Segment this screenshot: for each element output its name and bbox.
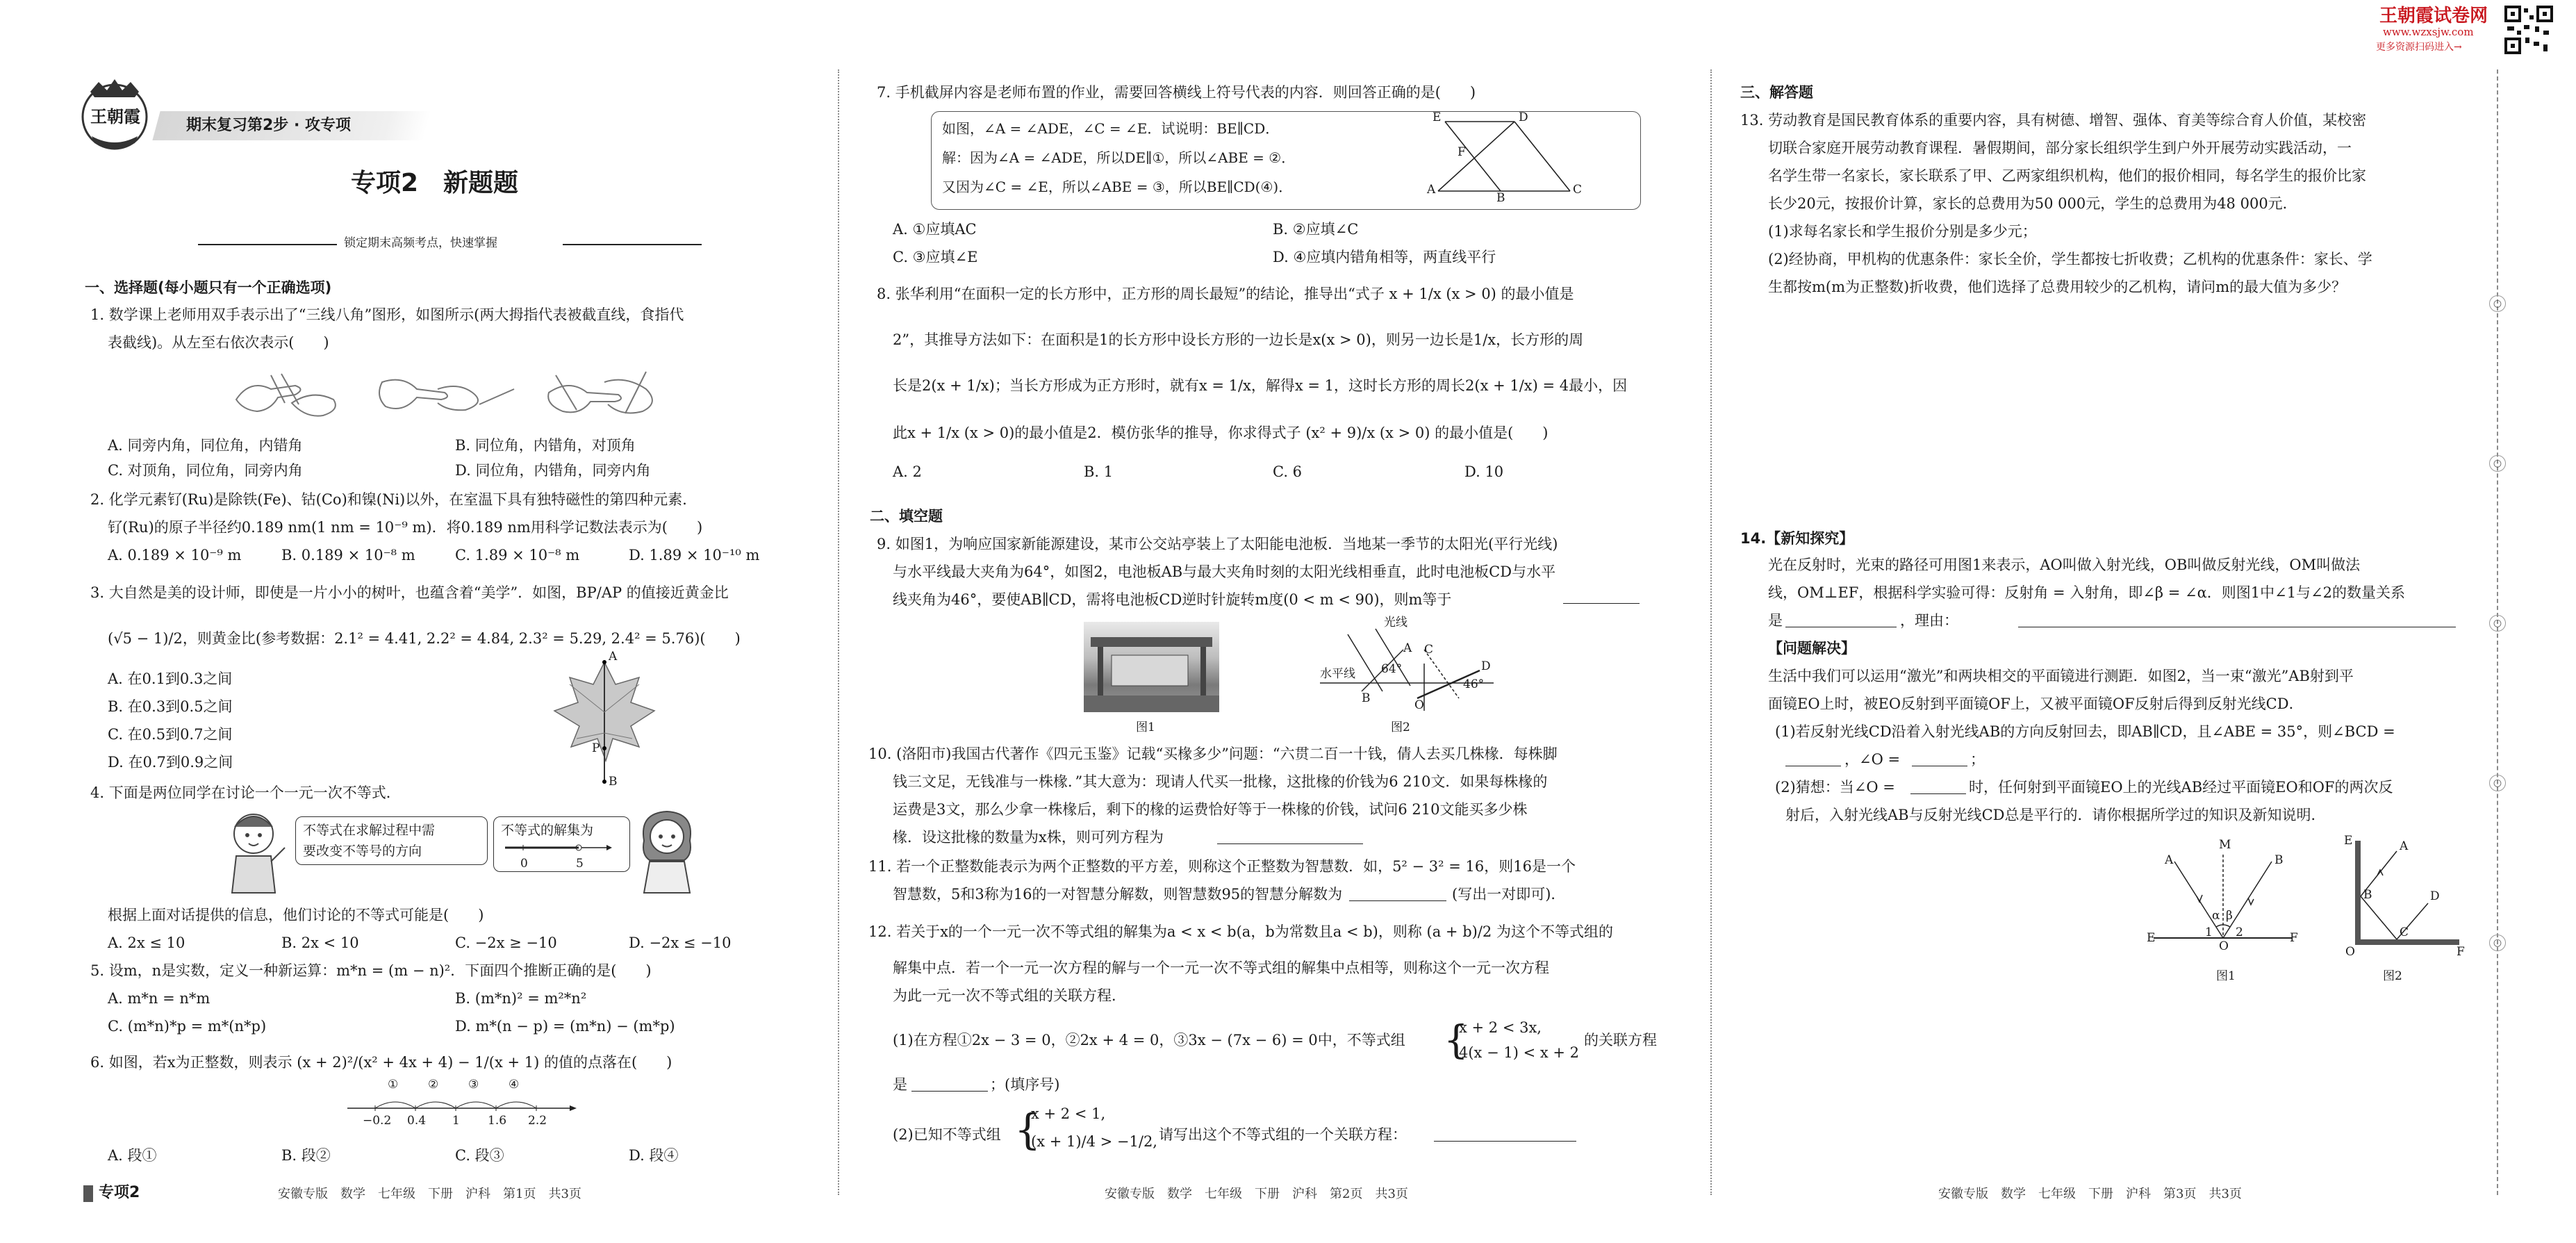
q9-label-o: O: [1414, 698, 1424, 712]
q8-stem-3: 长是2(x + 1/x)；当长方形成为正方形时，就有x = 1/x，解得x = 1，这时长方形的周长2(x + 1/x) = 4最小，因: [893, 377, 1628, 394]
q14f1-label-b: B: [2274, 853, 2284, 867]
q1-option-b[interactable]: B. 同位角，内错角，对顶角: [455, 437, 636, 454]
q14-fig2-caption: 图2: [2383, 969, 2402, 983]
q13-part2-2: 生都按m(m为正整数)折收费，他们选择了总费用较少的乙机构，请问m的最大值为多少？: [1768, 279, 2347, 295]
q2-option-a[interactable]: A. 0.189 × 10⁻⁹ m: [108, 547, 242, 563]
q7-label-b: B: [1496, 191, 1505, 205]
site-url: www.wzxsjw.com: [2383, 26, 2474, 38]
hands-gesture-icon: [229, 361, 674, 427]
q10-stem-3: 运费是3文，那么少拿一株椽后，剩下的椽的运费恰好等于一株椽的价钱，试问6 210文能买多少株: [893, 801, 1528, 818]
logo: [76, 76, 153, 153]
binding-mark: ○: [2489, 935, 2506, 951]
qr-code-icon: [2504, 6, 2553, 54]
q14-line-8b: 时，任何射到平面镜EO上的光线AB经过平面镜EO和OF的两次反: [1969, 779, 2393, 796]
q5-stem: 5. 设m，n是实数，定义一种新运算：m*n = (m − n)²．下面四个推断正确的是( ): [90, 962, 652, 979]
q8-option-d[interactable]: D. 10: [1464, 463, 1504, 480]
q13-stem-2: 切联合家庭开展劳动教育课程．暑假期间，部分家长组织学生到户外开展劳动实践活动，一: [1768, 140, 2352, 156]
q14f1-label-o: O: [2219, 939, 2229, 953]
footer-page-2: 安徽专版 数学 七年级 下册 沪科 第2页 共3页: [1105, 1187, 1408, 1201]
q7-box-line3: 又因为∠C = ∠E，所以∠ABE = ③，所以BE∥CD(④)．: [942, 179, 1293, 195]
q2-stem-1: 2. 化学元素钌(Ru)是除铁(Fe)、钴(Co)和镍(Ni)以外，在室温下具有独特磁性的第四种元素．: [90, 491, 697, 508]
q10-answer-blank[interactable]: [1217, 843, 1363, 844]
q6-option-a[interactable]: A. 段①: [108, 1147, 157, 1164]
q14f1-label-1: 1: [2205, 925, 2213, 939]
q6-stem: 6. 如图，若x为正整数，则表示 (x + 2)²/(x² + 4x + 4) − 1/(x + 1) 的值的点落在( ): [90, 1054, 672, 1071]
q12-part1-sys2: 4(x − 1) < x + 2: [1459, 1044, 1579, 1061]
q14f2-label-b: B: [2363, 888, 2372, 902]
q14-line-4: 生活中我们可以运用“激光”和两块相交的平面镜进行测距．如图2，当一束“激光”AB射到平: [1768, 668, 2354, 684]
q4-option-c[interactable]: C. −2x ≥ −10: [455, 935, 557, 951]
q13-stem-4: 长少20元，按报价计算，家长的总费用为50 000元，学生的总费用为48 000元．: [1768, 195, 2297, 212]
q7-label-d: D: [1519, 110, 1528, 124]
q14f2-label-f: F: [2457, 945, 2465, 959]
q14-fig1-caption: 图1: [2216, 969, 2236, 983]
q14f1-label-m: M: [2219, 838, 2231, 852]
binding-mark: ○: [2489, 615, 2506, 632]
q3-stem-2: (√5 − 1)/2，则黄金比(参考数据：2.1² = 4.41, 2.2² = 4.84, 2.3² = 5.29, 2.4² = 5.76)( ): [108, 630, 741, 647]
q9-stem-1: 9. 如图1，为响应国家新能源建设，某市公交站亭装上了太阳能电池板．当地某一季节的太阳光(平行光线): [877, 536, 1558, 552]
divider-2: [1710, 69, 1712, 1195]
q3-option-a[interactable]: A. 在0.1到0.3之间: [108, 670, 233, 687]
footer-tag-bar: [83, 1185, 93, 1202]
q9-label-d: D: [1481, 659, 1491, 673]
q10-stem-4: 椽．设这批椽的数量为x株，则可列方程为: [893, 829, 1164, 846]
q2-stem-2: 钌(Ru)的原子半径约0.189 nm(1 nm = 10⁻⁹ m)．将0.189 nm用科学记数法表示为( ): [108, 519, 703, 536]
q4-boy-figure: [215, 806, 292, 896]
logo-text: 王朝霞: [90, 106, 140, 126]
q14-line-7a: ，∠O =: [1844, 751, 1901, 768]
q12-part1-blank[interactable]: [911, 1091, 988, 1092]
q14f2-label-e: E: [2344, 834, 2353, 848]
q3-stem-1: 3. 大自然是美的设计师，即使是一片小小的树叶，也蕴含着“美学”．如图，BP/AP 的值接近黄金比: [90, 584, 729, 601]
parallel-lines-figure-icon: [1424, 115, 1584, 201]
q12-part2-sys1: x + 2 < 1,: [1031, 1105, 1106, 1122]
q10-stem-2: 钱三文足，无钱准与一株椽．”其大意为：现请人代买一批椽，这批椽的价钱为6 210文．如果每株椽的: [893, 773, 1548, 790]
q11-stem-1: 11. 若一个正整数能表示为两个正整数的平方差，则称这个正整数为智慧数．如，5² − 3² = 16，则16是一个: [868, 858, 1576, 875]
q3-leaf-figure: [549, 650, 660, 789]
q3-label-b: B: [609, 775, 618, 789]
q4-bubble-boy-line2: 要改变不等号的方向: [303, 843, 422, 859]
q8-option-c[interactable]: C. 6: [1273, 463, 1303, 480]
q7-option-a[interactable]: A. ①应填AC: [893, 221, 977, 238]
banner-text: 期末复习第2步 · 攻专项: [186, 117, 351, 134]
q12-part1-tail: 的关联方程: [1584, 1032, 1657, 1048]
q14f2-label-c: C: [2400, 925, 2409, 939]
boy-student-icon: [215, 806, 292, 896]
q14f2-label-d: D: [2430, 889, 2440, 903]
q1-option-a[interactable]: A. 同旁内角，同位角，内错角: [108, 437, 303, 454]
section-choice: 一、选择题(每小题只有一个正确选项): [85, 279, 332, 296]
q7-option-c[interactable]: C. ③应填∠E: [893, 249, 978, 265]
q2-option-d[interactable]: D. 1.89 × 10⁻¹⁰ m: [629, 547, 760, 563]
q9-label-46: 46°: [1463, 677, 1485, 691]
q3-label-a: A: [609, 650, 618, 664]
q8-stem-1: 8. 张华利用“在面积一定的长方形中，正方形的周长最短”的结论，推导出“式子 x + 1/x (x > 0) 的最小值是: [877, 286, 1574, 302]
q3-option-c[interactable]: C. 在0.5到0.7之间: [108, 726, 233, 743]
q9-fig2-caption: 图2: [1391, 721, 1410, 734]
q12-part2-blank[interactable]: [1434, 1141, 1576, 1142]
q5-option-a[interactable]: A. m*n = n*m: [108, 990, 210, 1007]
q4-option-d[interactable]: D. −2x ≤ −10: [629, 935, 732, 951]
q14f2-label-o: O: [2345, 945, 2355, 959]
q9-label-c: C: [1424, 643, 1434, 657]
binding-mark: ○: [2489, 775, 2506, 791]
q14-line-3a: 是: [1768, 612, 1783, 629]
q14f1-label-beta: β: [2226, 909, 2233, 923]
q14-figure1: [2147, 838, 2300, 953]
q1-hands-figure: [229, 361, 674, 427]
q9-label-b: B: [1362, 691, 1371, 705]
site-slogan: 更多资源扫码进入→: [2376, 42, 2462, 53]
q6-tick-1: −0.2: [363, 1114, 392, 1128]
q14f1-label-f: F: [2290, 931, 2298, 945]
q7-box-line2: 解：因为∠A = ∠ADE，所以DE∥①，所以∠ABE = ②．: [942, 149, 1296, 166]
q7-option-b[interactable]: B. ②应填∠C: [1273, 221, 1359, 238]
q7-label-e: E: [1433, 110, 1442, 124]
q12-part1-sys1: x + 2 < 3x,: [1459, 1019, 1542, 1036]
q4-option-a[interactable]: A. 2x ≤ 10: [108, 935, 185, 951]
q11-answer-blank[interactable]: [1349, 900, 1446, 901]
q7-label-f: F: [1458, 145, 1466, 159]
q7-label-c: C: [1573, 183, 1583, 197]
q5-option-c[interactable]: C. (m*n)*p = m*(n*p): [108, 1018, 267, 1035]
q12-part1-brace: {: [1444, 1018, 1469, 1063]
subtitle: 锁定期末高频考点，快速掌握: [344, 236, 497, 250]
section-fill: 二、填空题: [870, 508, 943, 525]
q12-stem-1: 12. 若关于x的一个一元一次不等式组的解集为a < x < b(a，b为常数且a < b)，则称 (a + b)/2 为这个不等式组的: [868, 923, 1613, 940]
q14-guess-blank[interactable]: [1910, 793, 1966, 794]
divider-1: [838, 69, 839, 1195]
q9-photo: [1084, 622, 1219, 712]
q14f1-label-2: 2: [2236, 925, 2243, 939]
q12-stem-2: 解集中点．若一个一元一次方程的解与一个一元一次不等式组的解集中点相等，则称这个一元一次方程: [893, 960, 1549, 976]
q4-bubble-girl-text: 不等式的解集为: [501, 823, 594, 838]
binding-mark: ○: [2489, 295, 2506, 312]
q4-girl-figure: [629, 806, 705, 896]
q12-part2-brace: {: [1014, 1105, 1041, 1154]
q1-stem-1: 1. 数学课上老师用双手表示出了“三线八角”图形，如图所示(两大拇指代表被截直线，食指代: [90, 306, 684, 323]
q3-label-p: P: [592, 741, 600, 755]
q4-numline-zero: 0: [520, 857, 528, 871]
q9-answer-blank[interactable]: [1563, 603, 1640, 604]
q7-label-a: A: [1427, 183, 1436, 197]
q14-heading: 14.【新知探究】: [1740, 530, 1854, 547]
q12-part1-note: ；(填序号): [990, 1076, 1060, 1093]
q14f1-label-a: A: [2165, 853, 2174, 867]
q9-figure2: [1320, 616, 1501, 716]
q14f2-label-a: A: [2400, 839, 2409, 853]
q14-line-2: 线，OM⊥EF，根据科学实验可得：反射角 = 入射角，即∠β = ∠α．则图1中∠1与∠2的数量关系: [1768, 584, 2406, 601]
q2-option-b[interactable]: B. 0.189 × 10⁻⁸ m: [281, 547, 415, 563]
q9-label-64: 64°: [1381, 662, 1403, 676]
q6-seg-4: ④: [509, 1078, 520, 1092]
q7-figure: [1424, 110, 1584, 205]
q4-stem: 4. 下面是两位同学在讨论一个一元一次不等式．: [90, 784, 401, 801]
q8-option-b[interactable]: B. 1: [1084, 463, 1114, 480]
q6-option-b[interactable]: B. 段②: [281, 1147, 331, 1164]
bus-stop-photo-icon: [1084, 622, 1219, 712]
q8-stem-4: 此x + 1/x (x > 0)的最小值是2．模仿张华的推导，你求得式子 (x² + 9)/x (x > 0) 的最小值是( ): [893, 425, 1549, 441]
leaf-icon: [549, 657, 660, 789]
q8-option-a[interactable]: A. 2: [893, 463, 922, 480]
q12-part1-is: 是: [893, 1076, 907, 1093]
subtitle-rule-right: [563, 244, 702, 245]
q11-stem-2: 智慧数，5和3称为16的一对智慧分解数，则智慧数95的智慧分解数为: [893, 886, 1343, 903]
q2-option-c[interactable]: C. 1.89 × 10⁻⁸ m: [455, 547, 580, 563]
q6-seg-2: ②: [428, 1078, 439, 1092]
q4-bubble-girl: [493, 816, 630, 872]
q1-stem-2: 表截线)。从左至右依次表示( ): [108, 334, 329, 351]
q14f1-label-e: E: [2147, 931, 2156, 945]
q12-part2-tail: 请写出这个不等式组的一个关联方程：: [1159, 1126, 1407, 1143]
q14-line-3b: ，理由：: [1900, 612, 1958, 629]
page-title: 专项2 新题题: [351, 169, 519, 197]
q12-part1-text: (1)在方程①2x − 3 = 0，②2x + 4 = 0，③3x − (7x − 6) = 0中，不等式组: [893, 1032, 1405, 1048]
q9-fig1-caption: 图1: [1136, 721, 1155, 734]
binding-mark: ○: [2489, 455, 2506, 472]
q6-option-d[interactable]: D. 段④: [629, 1147, 679, 1164]
q14-line-1: 光在反射时，光束的路径可用图1来表示，AO叫做入射光线，OB叫做反射光线，OM叫做法: [1768, 557, 2361, 573]
q12-part2-text: (2)已知不等式组: [893, 1126, 1001, 1143]
q1-option-d[interactable]: D. 同位角，内错角，同旁内角: [455, 462, 651, 479]
q9-stem-3: 线夹角为46°，要使AB∥CD，需将电池板CD逆时针旋转m度(0 < m < 90)，则m等于: [893, 591, 1452, 608]
q4-bubble-boy: [295, 816, 488, 865]
q5-option-b[interactable]: B. (m*n)² = m²*n²: [455, 990, 587, 1007]
q6-tick-5: 2.2: [528, 1114, 547, 1128]
q5-option-d[interactable]: D. m*(n − p) = (m*n) − (m*p): [455, 1018, 675, 1035]
girl-student-icon: [629, 806, 705, 896]
q6-seg-3: ③: [468, 1078, 479, 1092]
q4-option-b[interactable]: B. 2x < 10: [281, 935, 359, 951]
q6-option-c[interactable]: C. 段③: [455, 1147, 504, 1164]
section-answer: 三、解答题: [1740, 84, 1813, 101]
q3-option-b[interactable]: B. 在0.3到0.5之间: [108, 698, 233, 715]
q12-part2-sys2: (x + 1)/4 > −1/2,: [1031, 1133, 1157, 1150]
q6-seg-1: ①: [388, 1078, 399, 1092]
q7-option-d[interactable]: D. ④应填内错角相等，两直线平行: [1273, 249, 1496, 265]
q14-heading-2: 【问题解决】: [1768, 640, 1856, 657]
q9-label-horizontal: 水平线: [1320, 667, 1355, 681]
q4-bubble-boy-line1: 不等式在求解过程中需: [303, 823, 436, 838]
q3-option-d[interactable]: D. 在0.7到0.9之间: [108, 754, 233, 771]
q6-tick-4: 1.6: [488, 1114, 507, 1128]
q6-number-line: [347, 1078, 577, 1136]
q4-question: 根据上面对话提供的信息，他们讨论的不等式可能是( ): [108, 907, 484, 923]
q7-stem: 7. 手机截屏内容是老师布置的作业，需要回答横线上符号代表的内容．则回答正确的是( ): [877, 84, 1476, 101]
q4-numline-five: 5: [576, 857, 584, 871]
q13-part2-1: (2)经协商，甲机构的优惠条件：家长全价，学生都按七折收费；乙机构的优惠条件：家长、学: [1768, 251, 2372, 267]
q14-line-6: (1)若反射光线CD沿着入射光线AB的方向反射回去，即AB∥CD，且∠ABE = 35°，则∠BCD =: [1775, 723, 2395, 740]
subtitle-rule-left: [198, 244, 337, 245]
q11-stem-2b: (写出一对即可)．: [1452, 886, 1566, 903]
q8-stem-2: 2”，其推导方法如下：在面积是1的长方形中设长方形的一边长是x(x > 0)，则另一边长是1/x，长方形的周: [893, 331, 1584, 348]
q13-part1: (1)求每名家长和学生报价分别是多少元；: [1768, 223, 2037, 240]
q13-stem-1: 13. 劳动教育是国民教育体系的重要内容，具有树德、增智、强体、育美等综合育人价值，某校密: [1740, 112, 2367, 129]
q14-line-7b: ；: [1970, 751, 1985, 768]
q14-figure2: [2341, 834, 2466, 959]
number-line-icon: [502, 841, 613, 866]
number-line-icon: [347, 1087, 577, 1115]
q1-option-c[interactable]: C. 对顶角，同位角，同旁内角: [108, 462, 303, 479]
q10-stem-1: 10. (洛阳市)我国古代著作《四元玉鉴》记载“买椽多少”问题：“六贯二百一十钱，倩人去买几株椽．每株脚: [868, 746, 1558, 762]
q6-tick-2: 0.4: [407, 1114, 427, 1128]
footer-page-3: 安徽专版 数学 七年级 下册 沪科 第3页 共3页: [1938, 1187, 2242, 1201]
q14f1-label-alpha: α: [2212, 909, 2220, 923]
q9-stem-2: 与水平线最大夹角为64°，如图2，电池板AB与最大夹角时刻的太阳光线相垂直，此时电池板CD与水平: [893, 563, 1556, 580]
q9-label-light: 光线: [1384, 616, 1407, 629]
q7-box-line1: 如图，∠A = ∠ADE，∠C = ∠E．试说明：BE∥CD．: [942, 120, 1280, 137]
divider-3: [2497, 69, 2498, 1195]
qr-code[interactable]: [2504, 6, 2553, 54]
q9-label-a: A: [1403, 641, 1412, 655]
footer-page-1: 安徽专版 数学 七年级 下册 沪科 第1页 共3页: [278, 1187, 581, 1201]
q12-stem-3: 为此一元一次不等式组的关联方程．: [893, 987, 1126, 1004]
q6-tick-3: 1: [452, 1114, 460, 1128]
q14-line-5: 面镜EO上时，被EO反射到平面镜OF上，又被平面镜OF反射后得到反射光线CD．: [1768, 695, 2304, 712]
site-name: 王朝霞试卷网: [2379, 6, 2488, 26]
footer-tag: 专项2: [99, 1184, 140, 1201]
q14-line-8a: (2)猜想：当∠O =: [1775, 779, 1895, 796]
q13-stem-3: 名学生带一名家长，家长联系了甲、乙两家组织机构，他们的报价相同，每名学生的报价比家: [1768, 167, 2366, 184]
q14-line-9: 射后，入射光线AB与反射光线CD总是平行的．请你根据所学过的知识及新知说明．: [1785, 807, 2326, 823]
